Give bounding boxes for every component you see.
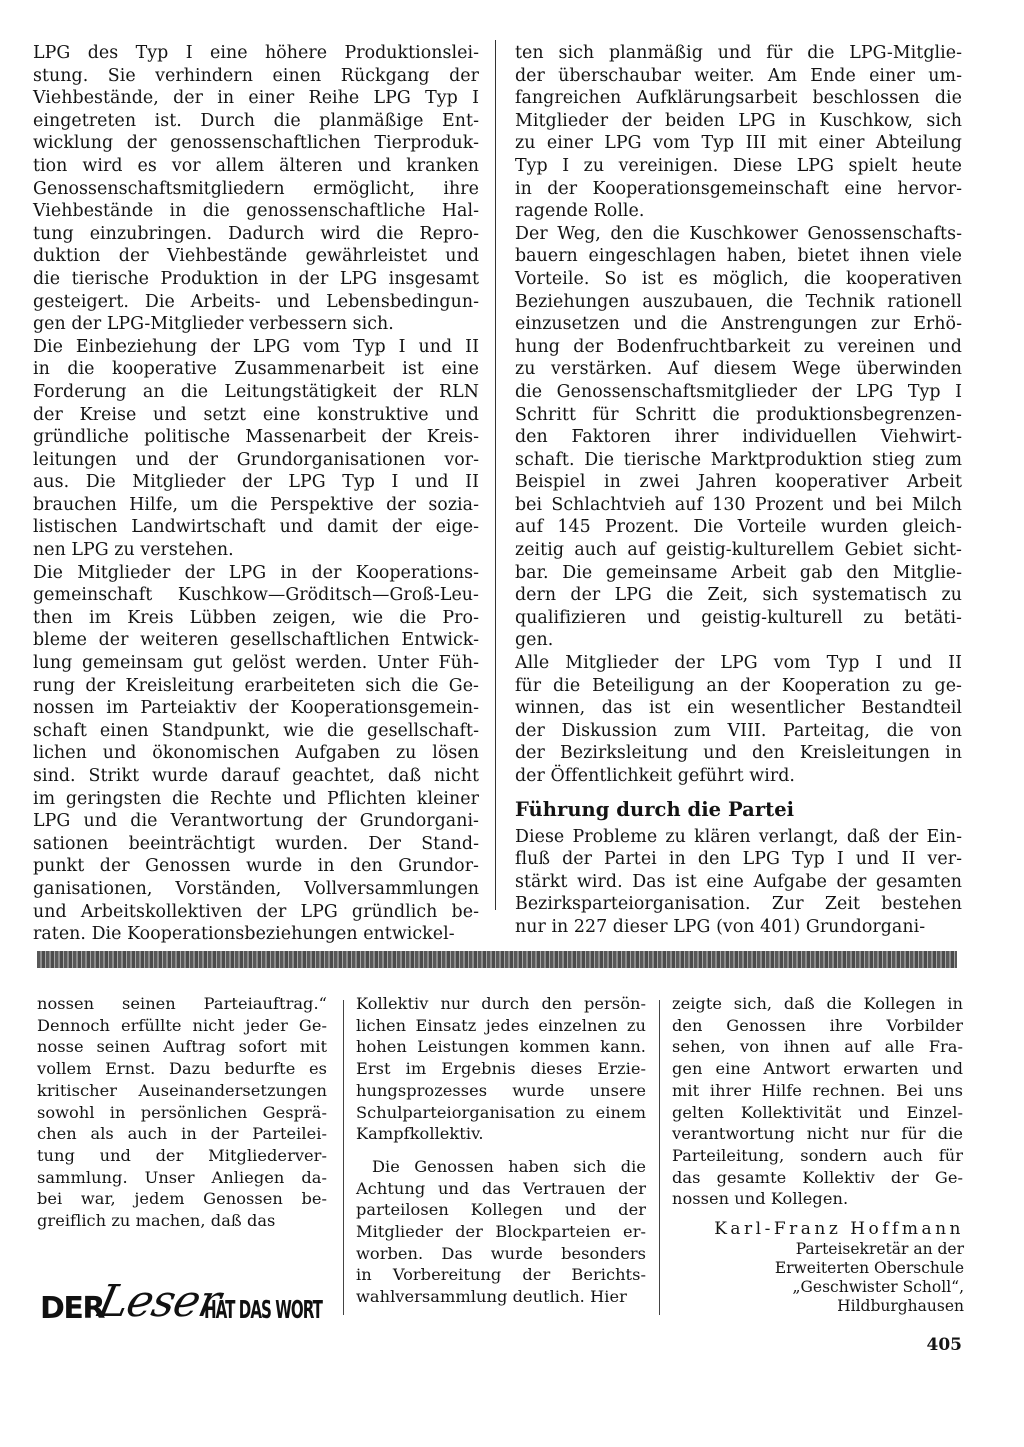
- text-line: duktion der Viehbestände gewährleistet und: [33, 246, 479, 267]
- text-line: worben. Das wurde besonders: [356, 1243, 646, 1263]
- paragraph: [515, 652, 962, 788]
- text-line: parteilosen Kollegen und der: [356, 1200, 646, 1220]
- text-line: raten. Die Kooperationsbeziehungen entwickel-: [33, 924, 455, 945]
- paragraph: [33, 562, 479, 946]
- author-role-line: Erweiterten Oberschule: [774, 1258, 964, 1277]
- text-line: Schulparteiorganisation zu einem: [356, 1102, 646, 1122]
- author-name: Karl-Franz Hoffmann: [714, 1219, 964, 1239]
- paragraph: [356, 993, 646, 1145]
- text-line: die Genossenschaftsmitglieder der LPG Typ I: [515, 381, 962, 402]
- text-line: gen eine Antwort erwarten und: [672, 1059, 963, 1079]
- text-line: sind. Strikt wurde darauf geachtet, daß nicht: [33, 766, 479, 786]
- logo-text-right: HAT DAS WORT: [204, 1295, 323, 1324]
- signature-block: [714, 1219, 964, 1316]
- text-line: brauchen Hilfe, um die Perspektive der sozia-: [33, 494, 479, 515]
- text-line: stung. Sie verhindern einen Rückgang der: [33, 65, 479, 86]
- text-line: Genossenschaftsmitgliedern ermöglicht, ihre: [33, 178, 479, 199]
- text-line: hungsprozesses wurde unsere: [356, 1080, 646, 1100]
- article-column-left: [33, 42, 479, 946]
- logo-script: Leser: [93, 1276, 225, 1327]
- text-line: lung gemeinsam gut gelöst werden. Unter Füh-: [33, 653, 479, 674]
- letter-column-divider: [343, 1000, 344, 1315]
- paragraph: [672, 993, 963, 1210]
- text-line: Vorteile. So ist es möglich, die kooperativen: [515, 268, 962, 289]
- text-line: sehen, von ihnen auf alle Fra-: [672, 1037, 963, 1057]
- text-line: leitungen und der Grundorganisationen vor-: [33, 449, 479, 470]
- text-line: mit ihrer Hilfe rechnen. Bei uns: [672, 1080, 963, 1100]
- text-line: schaft einen Standpunkt, wie die gesellschaft-: [33, 720, 479, 741]
- text-line: Mitglieder der beiden LPG in Kuschkow, sich: [515, 110, 962, 131]
- text-line: Forderung an die Leitungstätigkeit der RLN: [33, 381, 479, 402]
- section-heading: Führung durch die Partei: [515, 797, 795, 821]
- text-line: chen als auch in der Parteilei-: [37, 1124, 327, 1144]
- text-line: Typ I zu vereinigen. Diese LPG spielt heute: [515, 155, 962, 176]
- paragraph: [37, 993, 327, 1232]
- text-line: in Vorbereitung der Berichts-: [356, 1265, 646, 1285]
- paragraph: [515, 826, 962, 939]
- text-line: wahlversammlung deutlich. Hier: [356, 1287, 627, 1307]
- text-line: stärkt wird. Das ist eine Aufgabe der gesamten: [515, 871, 962, 892]
- text-line: zeigte sich, daß die Kollegen in: [672, 994, 963, 1013]
- text-line: vollem Ernst. Dazu bedurfte es: [37, 1059, 327, 1079]
- text-line: zeitig auch auf geistig-kulturellem Gebiet sicht-: [515, 540, 962, 561]
- text-line: eingetreten ist. Durch die planmäßige Ent-: [33, 110, 479, 131]
- text-line: der Bezirksleitung und den Kreisleitungen in: [515, 743, 962, 764]
- text-line: Dennoch erfüllte nicht jeder Ge-: [37, 1015, 327, 1035]
- text-line: ten sich planmäßig und für die LPG-Mitglie-: [515, 43, 962, 63]
- text-line: nur in 227 dieser LPG (von 401) Grundorgani-: [515, 916, 926, 937]
- text-line: tung und der Mitgliederver-: [37, 1145, 327, 1165]
- paragraph: [33, 42, 479, 336]
- page-number: 405: [926, 1335, 962, 1355]
- text-line: Viehbestände in die genossenschaftliche Hal-: [33, 201, 479, 222]
- text-line: nossen und Kollegen.: [672, 1189, 849, 1209]
- text-line: Kampfkollektiv.: [356, 1124, 484, 1144]
- text-line: der überschaubar weiter. Am Ende einer um-: [515, 65, 962, 86]
- text-line: lichen und ökonomischen Aufgaben zu lösen: [33, 743, 479, 764]
- text-line: im geringsten die Rechte und Pflichten kleiner: [33, 788, 479, 809]
- text-line: gemeinschaft Kuschkow—Gröditsch—Groß-Leu-: [33, 585, 479, 606]
- section-separator-band: [37, 951, 957, 968]
- author-role-line: Parteisekretär an der: [795, 1239, 964, 1258]
- text-line: sationen beeinträchtigt wurden. Der Stand-: [33, 833, 479, 854]
- text-line: hohen Leistungen kommen kann.: [356, 1037, 646, 1057]
- der-leser-hat-das-wort-logo: [40, 1270, 324, 1328]
- text-line: nossen seinen Parteiauftrag.“: [37, 994, 327, 1013]
- text-line: bei Schlachtvieh auf 130 Prozent und bei Milch: [515, 494, 962, 515]
- paragraph: [515, 223, 962, 652]
- letter-column-2: [356, 993, 646, 1308]
- paragraph: [515, 42, 962, 223]
- text-line: Diese Probleme zu klären verlangt, daß der Ein-: [515, 826, 962, 847]
- text-line: lichen Einsatz jedes einzelnen zu: [356, 1015, 646, 1035]
- text-line: Parteileitung, sondern auch für: [672, 1145, 963, 1165]
- text-line: die tierische Produktion in der LPG insgesamt: [33, 268, 479, 289]
- text-line: Die Einbeziehung der LPG vom Typ I und II: [33, 336, 479, 357]
- text-line: Schritt für Schritt die produktionsbegrenzen-: [515, 404, 962, 425]
- text-line: hung der Bodenfruchtbarkeit zu vereinen und: [515, 336, 962, 357]
- text-line: Die Mitglieder der LPG in der Kooperations-: [33, 562, 479, 583]
- text-line: Alle Mitglieder der LPG vom Typ I und II: [515, 653, 962, 674]
- author-role-line: „Geschwister Scholl“,: [792, 1277, 964, 1296]
- text-line: winnen, das ist ein wesentlicher Bestandteil: [515, 698, 962, 719]
- text-line: Mitglieder der Blockparteien er-: [356, 1222, 646, 1242]
- text-line: nosse seinen Auftrag sofort mit: [37, 1037, 327, 1057]
- text-line: Beziehungen auszubauen, die Technik rationell: [515, 291, 962, 312]
- text-line: tion wird es vor allem älteren und kranken: [33, 155, 479, 176]
- paragraph: [356, 1156, 646, 1308]
- text-line: gen der LPG-Mitglieder verbessern sich.: [33, 314, 394, 335]
- text-line: schaft. Die tierische Marktproduktion stieg zum: [515, 449, 962, 470]
- text-line: Bezirksparteiorganisation. Zur Zeit bestehen: [515, 894, 962, 915]
- text-line: Kollektiv nur durch den persön-: [356, 994, 646, 1013]
- text-line: und Arbeitskollektiven der LPG gründlich be-: [33, 901, 479, 922]
- text-line: nen LPG zu verstehen.: [33, 540, 234, 561]
- text-line: in der Kooperationsgemeinschaft eine hervor-: [515, 178, 962, 199]
- text-line: einzusetzen und die Anstrengungen zur Erhö-: [515, 314, 962, 335]
- letter-column-divider: [659, 1000, 660, 1315]
- text-line: ragende Rolle.: [515, 201, 645, 222]
- text-line: nossen im Parteiaktiv der Kooperationsgemein-: [33, 698, 479, 719]
- text-line: bauern eingeschlagen haben, bietet ihnen viele: [515, 246, 962, 267]
- letter-column-3: [672, 993, 963, 1210]
- text-line: zu einer LPG vom Typ III mit einer Abteilung: [515, 133, 962, 154]
- paragraph: [33, 336, 479, 562]
- text-line: wicklung der genossenschaftlichen Tierproduk-: [33, 133, 479, 154]
- text-line: zu verstärken. Auf diesem Wege überwinden: [515, 359, 962, 380]
- text-line: ganisationen, Vorständen, Vollversammlungen: [33, 878, 479, 899]
- text-line: dern der LPG die Zeit, sich systematisch zu: [515, 585, 962, 606]
- text-line: das gesamte Kollektiv der Ge-: [672, 1167, 963, 1187]
- text-line: bar. Die gemeinsame Arbeit gab den Mitglie-: [515, 562, 962, 583]
- text-line: sammlung. Unser Anliegen da-: [37, 1167, 327, 1187]
- text-line: für die Beteiligung an der Kooperation zu ge-: [515, 675, 962, 696]
- text-line: bei war, jedem Genossen be-: [37, 1189, 327, 1209]
- letter-column-1: [37, 993, 327, 1232]
- text-line: aus. Die Mitglieder der LPG Typ I und II: [33, 472, 479, 493]
- text-line: fluß der Partei in den LPG Typ I und II ver-: [515, 849, 962, 870]
- text-line: qualifizieren und geistig-kulturell zu betäti-: [515, 607, 962, 628]
- text-line: LPG und die Verantwortung der Grundorgani-: [33, 811, 479, 832]
- column-divider: [495, 40, 496, 910]
- text-line: in die kooperative Zusammenarbeit ist eine: [33, 359, 479, 380]
- text-line: Beispiel in zwei Jahren kooperativer Arbeit: [515, 472, 962, 493]
- text-line: gesteigert. Die Arbeits- und Lebensbedingun-: [33, 291, 479, 312]
- text-line: Achtung und das Vertrauen der: [356, 1178, 646, 1198]
- text-line: then im Kreis Lübben zeigen, wie die Pro-: [33, 607, 479, 628]
- text-line: rung der Kreisleitung erarbeiteten sich die Ge-: [33, 675, 479, 696]
- text-line: Viehbestände, der in einer Reihe LPG Typ I: [33, 88, 479, 109]
- text-line: den Genossen ihre Vorbilder: [672, 1015, 963, 1035]
- text-line: fangreichen Aufklärungsarbeit beschlossen die: [515, 88, 962, 109]
- text-line: Der Weg, den die Kuschkower Genossenschafts-: [515, 223, 962, 244]
- text-line: gelten Kollektivität und Einzel-: [672, 1102, 963, 1122]
- text-line: Die Genossen haben sich die: [372, 1156, 646, 1176]
- text-line: der Diskussion zum VIII. Parteitag, die von: [515, 720, 962, 741]
- text-line: bleme der weiteren gesellschaftlichen Entwick-: [33, 630, 479, 651]
- text-line: verantwortung nicht nur für die: [672, 1124, 963, 1144]
- text-line: gen.: [515, 630, 554, 651]
- text-line: LPG des Typ I eine höhere Produktionslei-: [33, 43, 479, 63]
- text-line: auf 145 Prozent. Die Vorteile wurden gleich-: [515, 517, 962, 538]
- text-line: Erst im Ergebnis dieses Erzie-: [356, 1059, 646, 1079]
- author-role-line: Hildburghausen: [837, 1296, 964, 1315]
- text-line: der Kreise und setzt eine konstruktive und: [33, 404, 479, 425]
- text-line: der Öffentlichkeit geführt wird.: [515, 766, 795, 786]
- text-line: sowohl in persönlichen Gesprä-: [37, 1102, 327, 1122]
- text-line: gründliche politische Massenarbeit der Kreis-: [33, 427, 479, 448]
- text-line: tung einzubringen. Dadurch wird die Repro-: [33, 223, 479, 244]
- article-column-right: [515, 42, 962, 939]
- text-line: greiflich zu machen, daß das: [37, 1211, 276, 1231]
- text-line: den Faktoren ihrer individuellen Viehwirt-: [515, 427, 962, 448]
- logo-text-left: DER: [40, 1291, 104, 1326]
- text-line: listischen Landwirtschaft und damit der eige-: [33, 517, 479, 538]
- text-line: kritischer Auseinandersetzungen: [37, 1080, 327, 1100]
- text-line: punkt der Genossen wurde in den Grundor-: [33, 856, 479, 877]
